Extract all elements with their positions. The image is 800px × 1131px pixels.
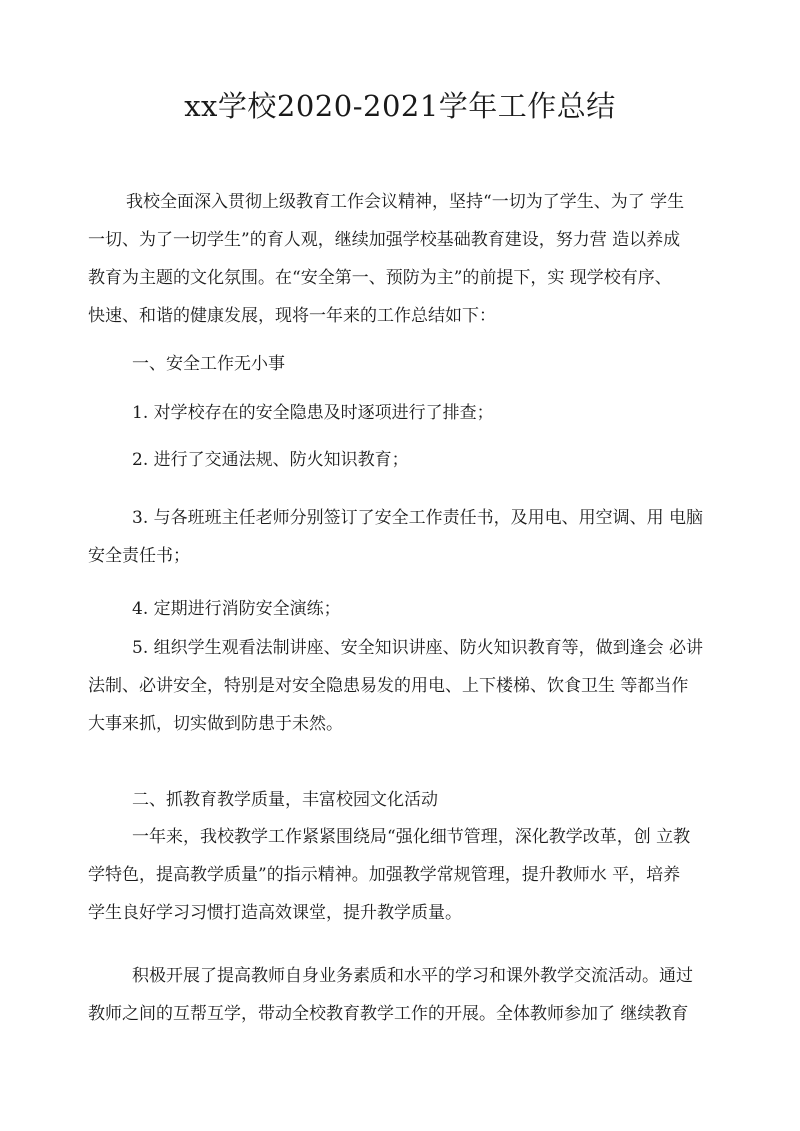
intro-line: 一切、为了一切学生”的育人观，继续加强学校基础教育建设，努力营 造以养成 xyxy=(88,230,681,250)
list-item: 1. 对学校存在的安全隐患及时逐项进行了排查； xyxy=(132,403,494,423)
list-item-line: 大事来抓，切实做到防患于未然。 xyxy=(88,714,343,734)
intro-line: 快速、和谐的健康发展，现将一年来的工作总结如下： xyxy=(88,306,496,326)
intro-paragraph xyxy=(88,183,728,335)
list-item-line: 法制、必讲安全，特别是对安全隐患易发的用电、上下楼梯、饮食卫生 等都当作 xyxy=(88,676,689,696)
list-item-line: 3. 与各班班主任老师分别签订了安全工作责任书，及用电、用空调、用 电脑 xyxy=(132,508,704,528)
teaching-paragraph xyxy=(88,957,728,1033)
section-heading-teaching: 二、抓教育教学质量，丰富校园文化活动 xyxy=(132,790,438,810)
paragraph-line: 教师之间的互帮互学，带动全校教育教学工作的开展。全体教师参加了 继续教育 xyxy=(88,1004,689,1024)
list-item: 4. 定期进行消防安全演练； xyxy=(132,599,341,619)
list-item: 2. 进行了交通法规、防火知识教育； xyxy=(132,450,409,470)
list-item-line: 5. 组织学生观看法制讲座、安全知识讲座、防火知识教育等，做到逢会 必讲 xyxy=(132,638,704,658)
teaching-paragraph xyxy=(88,818,728,932)
paragraph-line: 一年来，我校教学工作紧紧围绕局“强化细节管理，深化教学改革，创 立教 xyxy=(132,827,691,847)
paragraph-line: 学生良好学习习惯打造高效课堂，提升教学质量。 xyxy=(88,903,462,923)
list-item-line: 安全责任书； xyxy=(88,546,190,566)
section-heading-safety: 一、安全工作无小事 xyxy=(132,354,285,374)
list-item xyxy=(88,629,728,743)
document-title: xx学校2020-2021学年工作总结 xyxy=(184,89,616,123)
intro-line: 我校全面深入贯彻上级教育工作会议精神，坚持“一切为了学生、为了 学生 xyxy=(126,192,685,212)
intro-line: 教育为主题的文化氛围。在“安全第一、预防为主”的前提下，实 现学校有序、 xyxy=(88,268,672,288)
paragraph-line: 积极开展了提高教师自身业务素质和水平的学习和课外教学交流活动。通过 xyxy=(132,966,693,986)
paragraph-line: 学特色，提高教学质量”的指示精神。加强教学常规管理，提升教师水 平，培养 xyxy=(88,865,681,885)
list-item xyxy=(88,499,728,575)
